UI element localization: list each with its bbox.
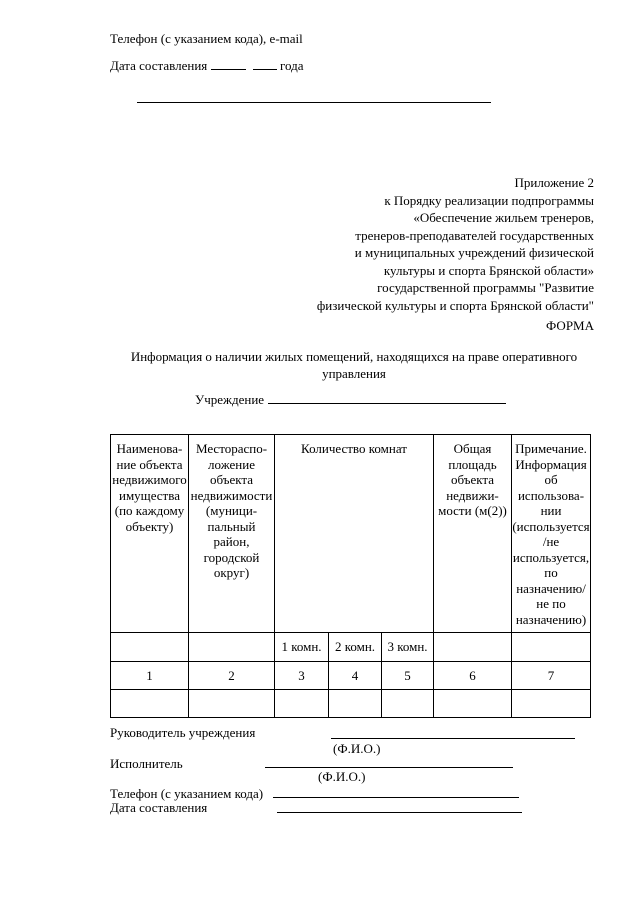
head-of-institution-label: Руководитель учреждения	[110, 725, 256, 740]
header-text: объекту)	[125, 518, 174, 534]
column-number: 5	[382, 662, 434, 690]
table-row	[111, 690, 591, 718]
appendix-line: «Обеспечение жильем тренеров,	[413, 210, 594, 225]
appendix-line: Приложение 2	[514, 175, 594, 190]
table-subheader-row	[111, 633, 591, 662]
date-suffix-label: года	[280, 58, 304, 73]
header-text: площадь	[448, 456, 497, 472]
form-label: ФОРМА	[546, 318, 594, 333]
header-text: объекта	[450, 472, 495, 487]
header-text: Примечание.	[515, 441, 587, 456]
header-text: Количество комнат	[301, 441, 407, 456]
table-header-row	[111, 435, 591, 633]
header-text: нии	[540, 503, 562, 518]
header-text: недвижи-	[446, 487, 499, 503]
header-text: Информация	[515, 456, 587, 472]
column-number: 1	[111, 662, 189, 690]
executor-label: Исполнитель	[110, 756, 183, 771]
header-room-count	[275, 435, 434, 633]
table-cell	[189, 633, 275, 662]
column-number: 6	[434, 662, 512, 690]
header-total-area	[434, 435, 512, 633]
institution-field	[195, 392, 506, 408]
footer-date-label: Дата составления	[110, 800, 208, 815]
column-number: 2	[189, 662, 275, 690]
appendix-line: физической культуры и спорта Брянской области"	[316, 297, 594, 313]
date-prefix-label: Дата составления	[110, 58, 208, 73]
header-text: об	[544, 472, 558, 487]
column-number: 7	[512, 662, 591, 690]
header-text: городской	[203, 549, 260, 565]
table-cell	[111, 633, 189, 662]
subheader-3-rooms: 3 комн.	[382, 633, 434, 662]
header-text: ложение	[208, 456, 255, 472]
column-number: 4	[329, 662, 382, 690]
document-title-line: управления	[322, 366, 386, 381]
header-text: использова-	[517, 487, 585, 503]
header-text: недвижимости	[190, 487, 273, 503]
signature-rule	[137, 102, 491, 103]
compilation-date-line	[110, 58, 304, 74]
appendix-line: и муниципальных учреждений физической	[354, 245, 594, 260]
header-object-name	[111, 435, 189, 633]
header-note	[512, 435, 591, 633]
institution-blank[interactable]	[268, 403, 506, 404]
column-number: 3	[275, 662, 329, 690]
document-title	[110, 348, 598, 382]
head-signature-line[interactable]	[331, 738, 575, 739]
table-cell[interactable]	[329, 690, 382, 718]
executor-signature-line[interactable]	[265, 767, 513, 768]
header-text: по	[544, 565, 558, 580]
header-text: не по	[536, 596, 566, 611]
header-text: Наименова-	[116, 441, 183, 456]
header-text: назначению/	[516, 580, 586, 596]
header-text: используется,	[512, 549, 590, 565]
appendix-line: к Порядку реализации подпрограммы	[384, 192, 594, 208]
contact-phone-label: Телефон (с указанием кода), e-mail	[110, 31, 303, 46]
header-text: /не	[542, 534, 560, 549]
date-month-blank	[253, 69, 277, 70]
header-text: Общая	[453, 441, 492, 456]
table-cell[interactable]	[275, 690, 329, 718]
header-text: (по каждому	[114, 503, 185, 518]
header-text: недвижимого	[112, 472, 187, 487]
date-day-blank	[211, 69, 246, 70]
table-cell	[512, 633, 591, 662]
header-text: объекта	[209, 472, 254, 487]
table-cell	[434, 633, 512, 662]
header-text: ние объекта	[116, 456, 183, 472]
table-cell[interactable]	[512, 690, 591, 718]
table-cell[interactable]	[111, 690, 189, 718]
appendix-line: культуры и спорта Брянской области»	[383, 262, 594, 278]
footer-phone-line[interactable]	[273, 797, 519, 798]
table-number-row	[111, 662, 591, 690]
footer-date-line[interactable]	[277, 812, 522, 813]
header-location	[189, 435, 275, 633]
header-text: округ)	[213, 565, 250, 580]
subheader-2-rooms: 2 комн.	[329, 633, 382, 662]
header-text: мости (м(2))	[438, 503, 507, 518]
appendix-line: тренеров-преподавателей государственных	[355, 227, 594, 243]
table-cell[interactable]	[382, 690, 434, 718]
header-text: (муници-	[205, 503, 258, 518]
table-cell[interactable]	[189, 690, 275, 718]
footer-phone-label: Телефон (с указанием кода)	[110, 786, 264, 801]
header-text: Местораспо-	[195, 441, 268, 456]
property-table	[110, 434, 591, 718]
header-text: район,	[213, 534, 250, 549]
appendix-line: государственной программы "Развитие	[377, 280, 594, 295]
header-text: имущества	[119, 487, 180, 503]
executor-fio-caption: (Ф.И.О.)	[318, 769, 366, 784]
appendix-block	[317, 174, 594, 314]
subheader-1-room: 1 комн.	[275, 633, 329, 662]
institution-label: Учреждение	[195, 392, 265, 407]
header-text: (используется	[512, 518, 590, 534]
table-cell[interactable]	[434, 690, 512, 718]
header-text: пальный	[207, 518, 256, 534]
header-text: назначению)	[515, 611, 587, 627]
document-title-line: Информация о наличии жилых помещений, находящихся на праве оперативного	[130, 349, 578, 364]
head-fio-caption: (Ф.И.О.)	[333, 741, 381, 756]
